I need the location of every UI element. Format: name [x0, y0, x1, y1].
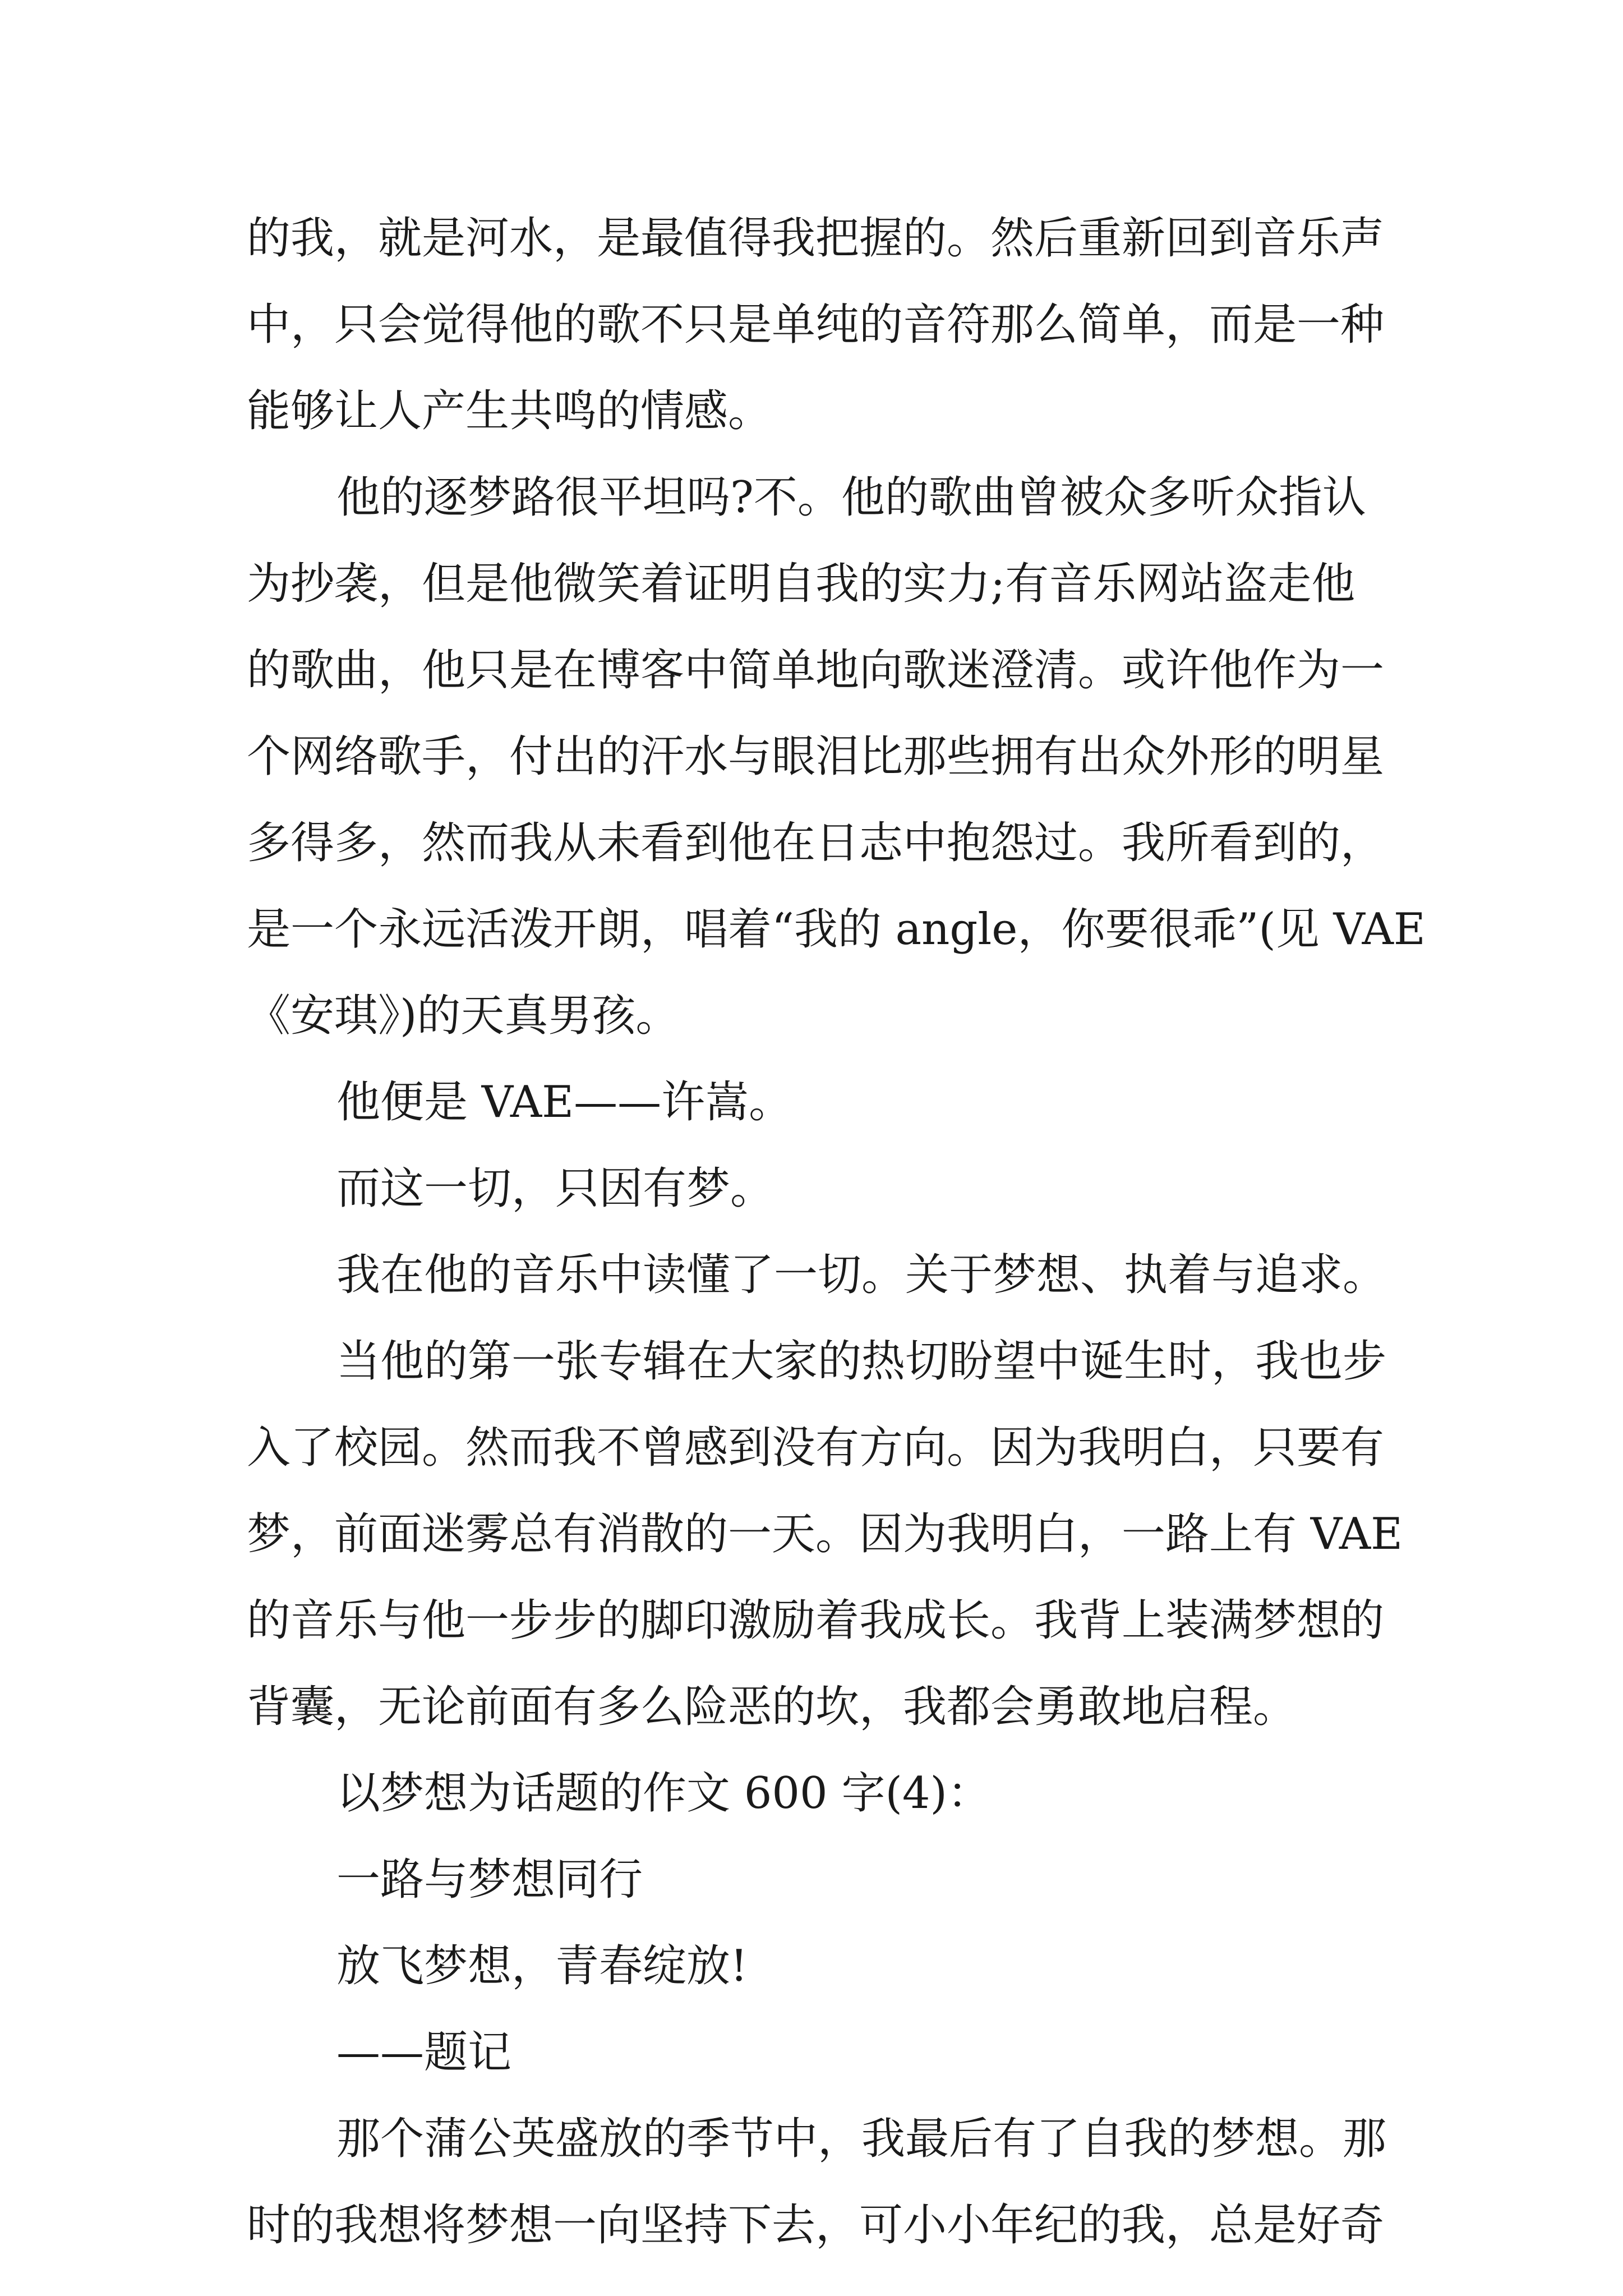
text-line-7: 个网络歌手，付出的汗水与眼泪比那些拥有出众外形的明星 — [247, 731, 1385, 782]
text-line-23: 那个蒲公英盛放的季节中，我最后有了自我的梦想。那 — [336, 2114, 1387, 2164]
text-line-20: 一路与梦想同行 — [336, 1855, 643, 1905]
text-line-17: 的音乐与他一步步的脚印激励着我成长。我背上装满梦想的 — [247, 1595, 1385, 1646]
text-line-19: 以梦想为话题的作文 600 字(4)： — [336, 1768, 991, 1819]
text-line-6: 的歌曲，他只是在博客中简单地向歌迷澄清。或许他作为一 — [247, 645, 1385, 696]
text-line-18: 背囊，无论前面有多么险恶的坎，我都会勇敢地启程。 — [247, 1682, 1297, 1732]
text-line-9: 是一个永远活泼开朗，唱着“我的 angle，你要很乖”(见 VAE — [247, 904, 1426, 955]
text-line-15: 入了校园。然而我不曾感到没有方向。因为我明白，只要有 — [247, 1423, 1385, 1473]
text-line-3: 能够让人产生共鸣的情感。 — [247, 386, 772, 436]
text-line-2: 中，只会觉得他的歌不只是单纯的音符那么简单，而是一种 — [247, 300, 1385, 350]
text-line-12: 而这一切，只因有梦。 — [336, 1163, 774, 1214]
text-line-24: 时的我想将梦想一向坚持下去，可小小年纪的我，总是好奇 — [247, 2200, 1385, 2251]
text-line-10: 《安琪》)的天真男孩。 — [247, 991, 680, 1041]
text-line-1: 的我，就是河水，是最值得我把握的。然后重新回到音乐声 — [247, 213, 1385, 264]
text-line-5: 为抄袭，但是他微笑着证明自我的实力;有音乐网站盗走他 — [247, 559, 1355, 609]
text-line-13: 我在他的音乐中读懂了一切。关于梦想、执着与追求。 — [336, 1250, 1387, 1300]
text-line-16: 梦，前面迷雾总有消散的一天。因为我明白，一路上有 VAE — [247, 1509, 1403, 1559]
text-line-14: 当他的第一张专辑在大家的热切盼望中诞生时，我也步 — [336, 1336, 1387, 1387]
text-line-21: 放飞梦想，青春绽放! — [336, 1941, 748, 1991]
text-line-4: 他的逐梦路很平坦吗?不。他的歌曲曾被众多听众指认 — [336, 472, 1366, 523]
text-line-22: ——题记 — [336, 2027, 512, 2078]
text-line-8: 多得多，然而我从未看到他在日志中抱怨过。我所看到的， — [247, 818, 1385, 868]
text-line-11: 他便是 VAE——许嵩。 — [336, 1077, 793, 1128]
